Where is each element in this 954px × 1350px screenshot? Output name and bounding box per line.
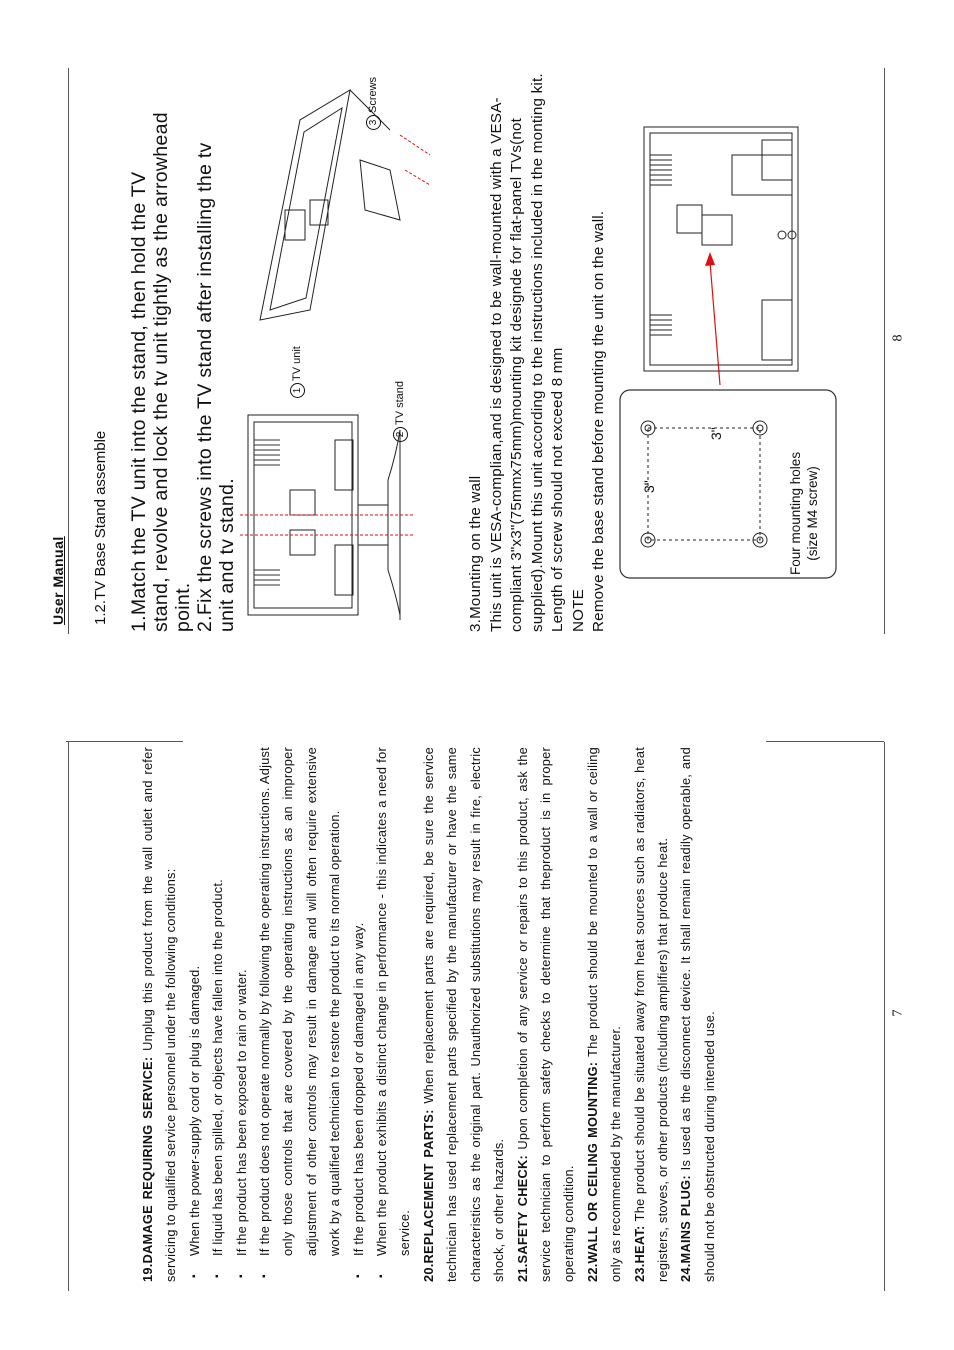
item-text: Upon completion of any service or repairs to this product, ask the service technician to perform safety checks to determine that theproduct is in proper operating condition.: [514, 747, 577, 1282]
bullet-item: [230, 747, 253, 1282]
item-lead: 24.MAINS PLUG:: [678, 1175, 694, 1282]
screws-text: Screws: [367, 76, 379, 113]
tv-unit-text: TV unit: [291, 346, 303, 381]
right-page-rule-top: [68, 68, 69, 634]
left-page-rule-top: [68, 742, 69, 1291]
item-lead: 22.WALL OR CEILING MOUNTING:: [584, 1061, 600, 1282]
tv-wall-back-illustration: [642, 125, 802, 375]
assembly-steps: [128, 112, 238, 632]
item-text: If the product has been dropped or damaged in any way.: [350, 922, 366, 1256]
item-text: The product should be situated away from heat sources such as radiators, heat registers, stoves, or other products (including amplifiers) that produce heat.: [631, 747, 670, 1282]
numbered-item: [417, 747, 511, 1282]
bullet-item: [206, 747, 229, 1282]
note-text: Remove the base stand before mounting the unit on the wall.: [590, 210, 607, 632]
caption-line-2: (size M4 screw): [805, 466, 820, 561]
numbered-item: [581, 747, 628, 1282]
screws-label: [366, 77, 381, 130]
left-page-body: [136, 747, 756, 1282]
tv-stand-label: [393, 381, 408, 442]
left-top-rule: [66, 741, 183, 742]
item-text: Unplug this product from the wall outlet and refer servicing to qualified service personnel under the following conditions:: [140, 747, 179, 1282]
right-page-rule-bottom: [884, 68, 885, 634]
mounting-body: This unit is VESA-complian,and is designed to be wall-mounted with a VESA-compliant 3"x3"(75mmx75mm)mounting kit designde for flat-panel TVs(not supplied).Mount this unit according to the instructions included in the monting kit. Length of screw should not exceed 8 mm: [487, 73, 566, 632]
step-1: 1.Match the TV unit into the stand, then hold the TV stand, revolve and lock the tv unit tightly as the arrowhead point.: [128, 112, 194, 632]
screws-number: 3: [366, 115, 381, 130]
tv-stand-text: TV stand: [394, 380, 406, 425]
numbered-item: [674, 747, 721, 1282]
item-text: If the product has been exposed to rain or water.: [233, 969, 249, 1256]
item-text: The product should be mounted to a wall or ceiling only as recommended by the manufacturer.: [584, 747, 624, 1282]
mounting-title: 3.Mounting on the wall: [467, 475, 484, 632]
tv-unit-illustration: [240, 415, 415, 620]
mounting-holes-caption: [787, 452, 821, 575]
left-page-number: 7: [890, 1009, 906, 1017]
right-page-number: 8: [890, 334, 906, 342]
left-bottom-rule: [766, 741, 884, 742]
item-text: Is used as the disconnect device. It shall remain readily operable, and should not be obstructed during intended use.: [678, 747, 717, 1282]
item-text: When the power-supply cord or plug is damaged.: [186, 965, 202, 1256]
caption-line-1: Four mounting holes: [788, 451, 803, 575]
numbered-item: [628, 747, 675, 1282]
item-text: When the product exhibits a distinct change in performance - this indicates a need for service.: [374, 747, 413, 1256]
item-lead: 21.SAFETY CHECK:: [514, 1155, 530, 1282]
dim-horizontal: 3": [641, 480, 657, 493]
item-lead: 20.REPLACEMENT PARTS:: [420, 1109, 436, 1282]
numbered-item: [136, 747, 183, 1282]
item-text: When replacement parts are required, be sure the service technician has used replacement parts specified by the manufacturer or have the same characteristics as the original part. Unauthorized substitutions may result in fire, electric shock, or other hazards.: [420, 747, 507, 1282]
item-text: If the product does not operate normally by following the operating instructions. Adjust only those controls that are covered by the operating instructions as an improper adjustment of other controls may result in damage and will often require extensive work by a qualified technician to restore the product to its normal operation.: [257, 747, 343, 1256]
page-header: User Manual: [50, 536, 66, 625]
numbered-item: [511, 747, 581, 1282]
tv-back-illustration: [260, 90, 430, 320]
tv-unit-label: [290, 346, 305, 398]
bullet-item: [370, 747, 417, 1282]
tv-unit-number: 1: [290, 383, 305, 398]
bullet-item: [253, 747, 347, 1282]
item-lead: 23.HEAT:: [631, 1225, 647, 1282]
mounting-section: [466, 72, 610, 632]
item-lead: 19.DAMAGE REQUIRING SERVICE:: [140, 1056, 155, 1282]
item-text: If liquid has been spilled, or objects have fallen into the product.: [210, 879, 226, 1256]
tv-stand-diagram: [240, 60, 440, 620]
tv-stand-number: 2: [393, 427, 408, 442]
left-page-rule-bottom: [884, 742, 885, 1291]
dim-vertical: 3": [708, 427, 724, 440]
bullet-item: [183, 747, 206, 1282]
step-2: 2.Fix the screws into the TV stand after installing the tv unit and tv stand.: [194, 142, 238, 632]
bullet-item: [347, 747, 370, 1282]
section-title: 1.2.TV Base Stand assemble: [92, 430, 109, 625]
note-label: NOTE: [569, 589, 587, 632]
